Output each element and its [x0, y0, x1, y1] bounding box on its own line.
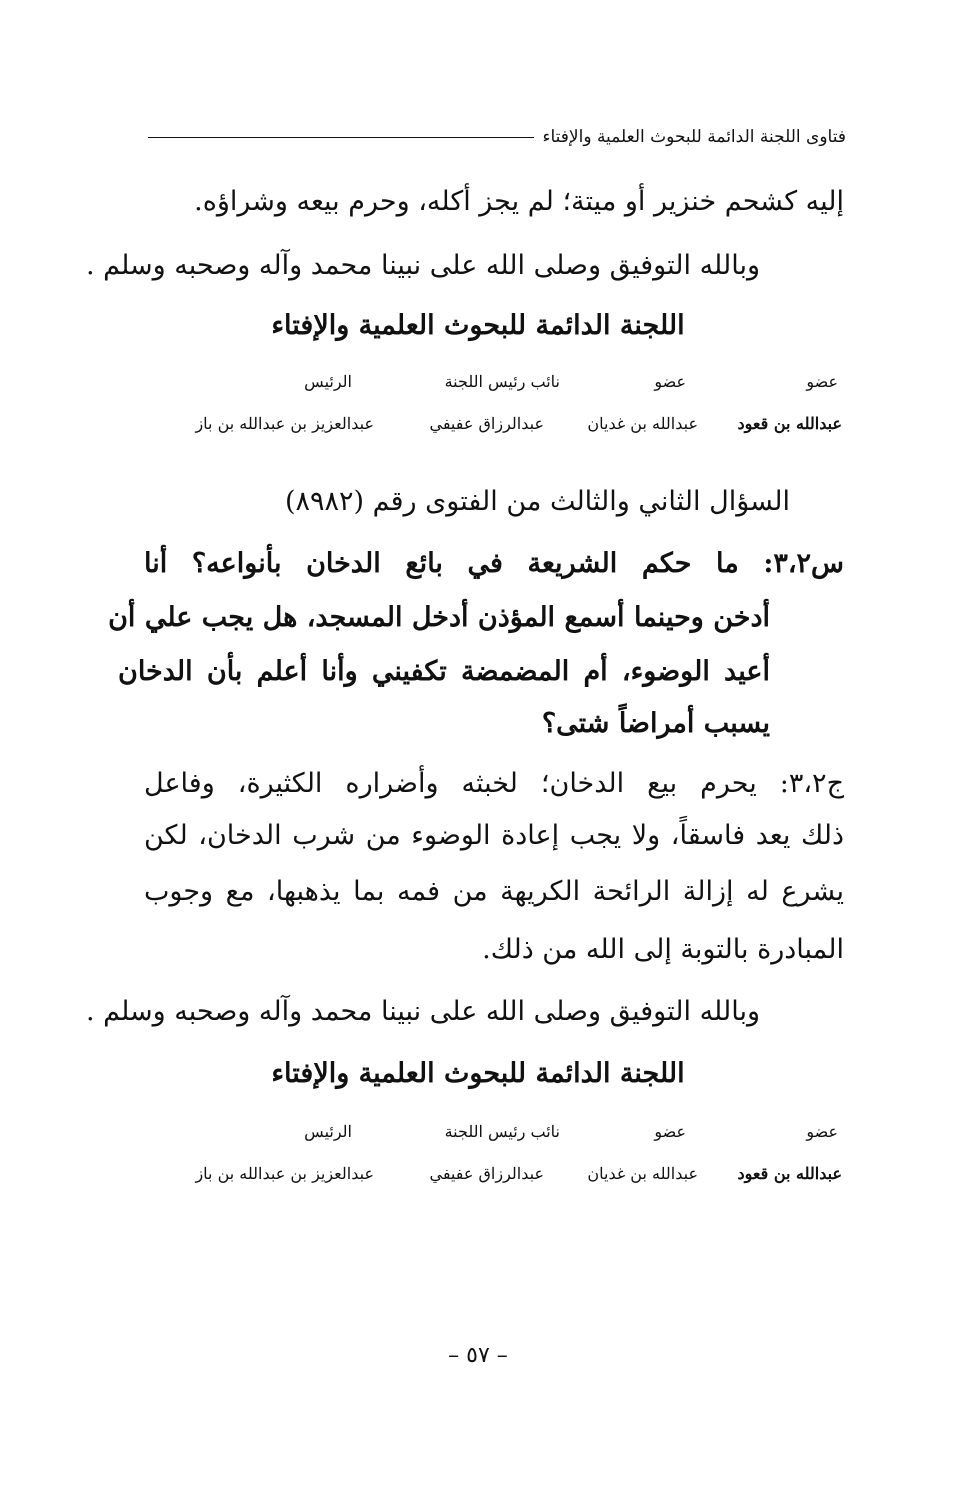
fatwa-heading: السؤال الثاني والثالث من الفتوى رقم (٨٩٨٢)	[284, 486, 790, 517]
signatory-name: عبدالله بن قعود	[737, 1164, 842, 1183]
signatory-name: عبدالعزيز بن عبدالله بن باز	[195, 414, 374, 433]
page-number: – ٥٧ –	[448, 1343, 508, 1368]
closing-line: وبالله التوفيق وصلى الله على نبينا محمد وآله وصحبه وسلم .	[85, 250, 760, 281]
signatory-title: عضو	[806, 1122, 838, 1141]
signatory-title: نائب رئيس اللجنة	[444, 1122, 560, 1141]
answer-line: ذلك يعد فاسقاً، ولا يجب إعادة الوضوء من شرب الدخان، لكن	[144, 820, 844, 851]
signatory-name: عبدالرزاق عفيفي	[429, 1164, 544, 1183]
question-line: س٣،٢: ما حكم الشريعة في بائع الدخان بأنواعه؟ أنا	[144, 548, 844, 579]
signatory-name: عبدالرزاق عفيفي	[429, 414, 544, 433]
answer-line: المبادرة بالتوبة إلى الله من ذلك.	[482, 934, 844, 965]
closing-line: وبالله التوفيق وصلى الله على نبينا محمد وآله وصحبه وسلم .	[85, 996, 760, 1027]
signatory-title: عضو	[806, 372, 838, 391]
committee-name: اللجنة الدائمة للبحوث العلمية والإفتاء	[271, 1058, 685, 1089]
signatory-name: عبدالله بن قعود	[737, 414, 842, 433]
answer-line: يشرع له إزالة الرائحة الكريهة من فمه بما يذهبها، مع وجوب	[144, 876, 844, 907]
running-header	[148, 122, 846, 152]
signatory-name: عبدالعزيز بن عبدالله بن باز	[195, 1164, 374, 1183]
header-rule	[148, 137, 534, 138]
question-line: يسبب أمراضاً شتى؟	[541, 708, 770, 739]
signatory-title: نائب رئيس اللجنة	[444, 372, 560, 391]
answer-line: ج٣،٢: يحرم بيع الدخان؛ لخبثه وأضراره الكثيرة، وفاعل	[144, 768, 844, 799]
signatory-title: عضو	[654, 1122, 686, 1141]
signatory-name: عبدالله بن غديان	[587, 1164, 698, 1183]
paragraph-line: إليه كشحم خنزير أو ميتة؛ لم يجز أكله، وحرم بيعه وشراؤه.	[194, 186, 844, 217]
question-line: أدخن وحينما أسمع المؤذن أدخل المسجد، هل يجب علي أن	[108, 602, 770, 633]
signatory-title: الرئيس	[304, 1122, 352, 1141]
committee-name: اللجنة الدائمة للبحوث العلمية والإفتاء	[271, 310, 685, 341]
signatory-title: عضو	[654, 372, 686, 391]
question-line: أعيد الوضوء، أم المضمضة تكفيني وأنا أعلم بأن الدخان	[118, 656, 770, 687]
signatory-title: الرئيس	[304, 372, 352, 391]
signatory-name: عبدالله بن غديان	[587, 414, 698, 433]
header-title: فتاوى اللجنة الدائمة للبحوث العلمية والإفتاء	[542, 127, 846, 147]
